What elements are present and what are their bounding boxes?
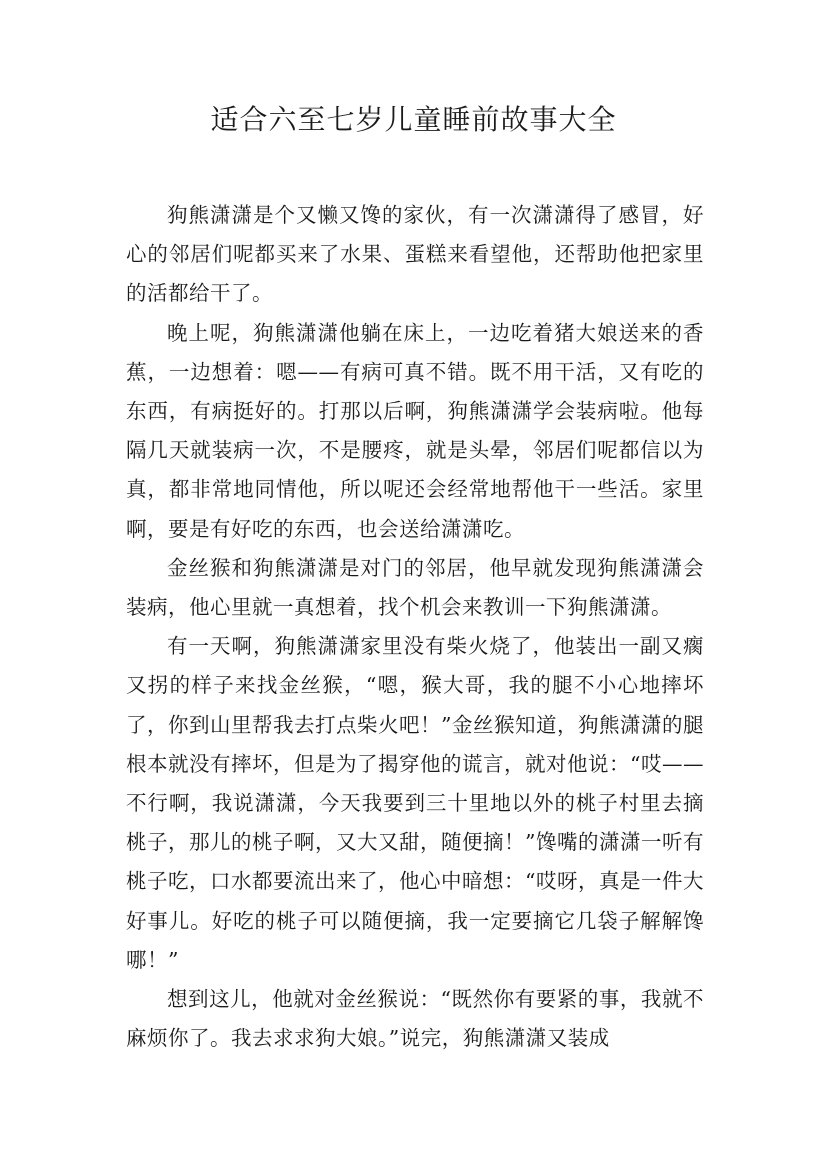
paragraph: 想到这儿，他就对金丝猴说：“既然你有要紧的事，我就不麻烦你了。我去求求狗大娘。”说完，狗熊潇潇又装成	[126, 987, 704, 1051]
paragraph: 晚上呢，狗熊潇潇他躺在床上，一边吃着猪大娘送来的香蕉，一边想着：嗯——有病可真不错。既不用干活，又有吃的东西，有病挺好的。打那以后啊，狗熊潇潇学会装病啦。他每隔几天就装病一次，不是腰疼，就是头晕，邻居们呢都信以为真，都非常地同情他，所以呢还会经常地帮他干一些活。家里啊，要是有好吃的东西，也会送给潇潇吃。	[126, 320, 704, 541]
paragraph: 狗熊潇潇是个又懒又馋的家伙，有一次潇潇得了感冒，好心的邻居们呢都买来了水果、蛋糕来看望他，还帮助他把家里的活都给干了。	[126, 203, 704, 306]
paragraph: 金丝猴和狗熊潇潇是对门的邻居，他早就发现狗熊潇潇会装病，他心里就一真想着，找个机会来教训一下狗熊潇潇。	[126, 555, 704, 620]
document-title: 适合六至七岁儿童睡前故事大全	[210, 103, 617, 136]
paragraph: 有一天啊，狗熊潇潇家里没有柴火烧了，他装出一副又瘸又拐的样子来找金丝猴，“嗯，猴大哥，我的腿不小心地摔坏了，你到山里帮我去打点柴火吧！”金丝猴知道，狗熊潇潇的腿根本就没有摔坏，但是为了揭穿他的谎言，就对他说：“哎——不行啊，我说潇潇，今天我要到三十里地以外的桃子村里去摘桃子，那儿的桃子啊，又大又甜，随便摘！”馋嘴的潇潇一听有桃子吃，口水都要流出来了，他心中暗想：“哎呀，真是一件大好事儿。好吃的桃子可以随便摘，我一定要摘它几袋子解解馋哪！”	[126, 634, 704, 972]
document-body	[126, 196, 704, 1058]
